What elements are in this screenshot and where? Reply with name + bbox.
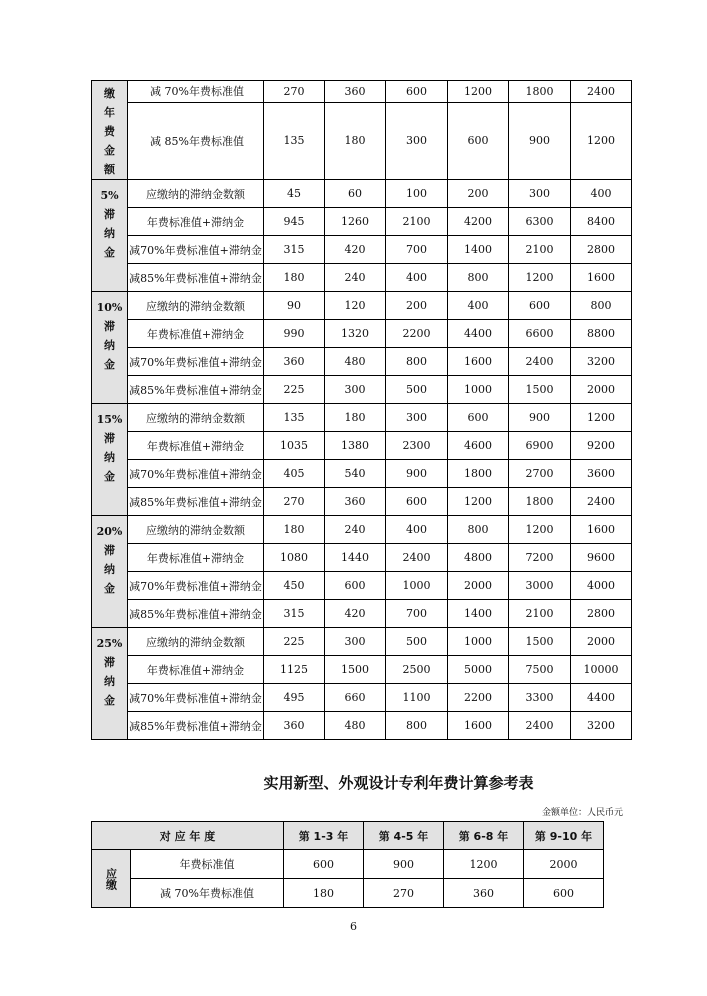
value-cell: 2200 <box>448 684 509 712</box>
value-cell: 8400 <box>571 208 632 236</box>
value-cell: 135 <box>264 102 325 179</box>
value-cell: 9200 <box>571 432 632 460</box>
value-cell: 800 <box>448 516 509 544</box>
table-row <box>92 600 632 628</box>
value-cell: 1600 <box>448 348 509 376</box>
header-cell: 第 6-8 年 <box>444 822 524 850</box>
value-cell: 4000 <box>571 572 632 600</box>
value-cell: 1440 <box>325 544 386 572</box>
value-cell: 600 <box>448 102 509 179</box>
header-cell: 第 9-10 年 <box>524 822 604 850</box>
value-cell: 420 <box>325 600 386 628</box>
late-fee-table <box>91 80 632 740</box>
row-label-cell: 年费标准值+滞纳金 <box>128 208 264 236</box>
row-label-cell: 年费标准值+滞纳金 <box>128 320 264 348</box>
value-cell: 1100 <box>386 684 448 712</box>
row-label-cell: 年费标准值+滞纳金 <box>128 432 264 460</box>
value-cell: 180 <box>284 879 364 908</box>
value-cell: 180 <box>264 516 325 544</box>
value-cell: 700 <box>386 236 448 264</box>
value-cell: 360 <box>264 348 325 376</box>
value-cell: 6300 <box>509 208 571 236</box>
value-cell: 360 <box>264 712 325 740</box>
value-cell: 3600 <box>571 460 632 488</box>
value-cell: 2000 <box>571 628 632 656</box>
value-cell: 4200 <box>448 208 509 236</box>
value-cell: 300 <box>386 404 448 432</box>
value-cell: 240 <box>325 264 386 292</box>
value-cell: 2300 <box>386 432 448 460</box>
group-label-cell: 5% 滞 纳 金 <box>92 180 128 292</box>
row-label-cell: 减70%年费标准值+滞纳金 <box>128 348 264 376</box>
value-cell: 360 <box>325 488 386 516</box>
value-cell: 225 <box>264 376 325 404</box>
value-cell: 600 <box>524 879 604 908</box>
group-label-cell: 25% 滞 纳 金 <box>92 628 128 740</box>
table-row <box>92 236 632 264</box>
value-cell: 1600 <box>571 264 632 292</box>
row-label-cell: 减70%年费标准值+滞纳金 <box>128 572 264 600</box>
table-row <box>92 81 632 103</box>
value-cell: 300 <box>509 180 571 208</box>
value-cell: 2500 <box>386 656 448 684</box>
table-row <box>92 180 632 208</box>
value-cell: 1800 <box>509 488 571 516</box>
value-cell: 1800 <box>448 460 509 488</box>
value-cell: 7500 <box>509 656 571 684</box>
value-cell: 270 <box>364 879 444 908</box>
value-cell: 1035 <box>264 432 325 460</box>
table-row <box>92 102 632 179</box>
table-row <box>92 572 632 600</box>
value-cell: 600 <box>325 572 386 600</box>
value-cell: 60 <box>325 180 386 208</box>
row-label-cell: 减85%年费标准值+滞纳金 <box>128 264 264 292</box>
value-cell: 200 <box>386 292 448 320</box>
table-row <box>92 628 632 656</box>
value-cell: 2000 <box>524 850 604 879</box>
table-row <box>92 376 632 404</box>
table-row <box>92 348 632 376</box>
value-cell: 2400 <box>509 348 571 376</box>
value-cell: 1400 <box>448 600 509 628</box>
table-row <box>92 292 632 320</box>
row-label-cell: 减 85%年费标准值 <box>128 102 264 179</box>
value-cell: 480 <box>325 348 386 376</box>
table-row <box>92 404 632 432</box>
row-label-cell: 减70%年费标准值+滞纳金 <box>128 684 264 712</box>
group-label-cell: 20% 滞 纳 金 <box>92 516 128 628</box>
value-cell: 120 <box>325 292 386 320</box>
table-row <box>92 264 632 292</box>
table-row <box>92 656 632 684</box>
value-cell: 2000 <box>448 572 509 600</box>
value-cell: 900 <box>509 404 571 432</box>
row-label-cell: 减 70%年费标准值 <box>128 81 264 103</box>
value-cell: 2100 <box>386 208 448 236</box>
value-cell: 1800 <box>509 81 571 103</box>
value-cell: 2800 <box>571 236 632 264</box>
value-cell: 1200 <box>571 404 632 432</box>
value-cell: 270 <box>264 81 325 103</box>
value-cell: 990 <box>264 320 325 348</box>
value-cell: 400 <box>386 264 448 292</box>
value-cell: 2700 <box>509 460 571 488</box>
row-label-cell: 应缴纳的滞纳金数额 <box>128 180 264 208</box>
value-cell: 5000 <box>448 656 509 684</box>
value-cell: 300 <box>325 628 386 656</box>
value-cell: 540 <box>325 460 386 488</box>
value-cell: 7200 <box>509 544 571 572</box>
table-row <box>92 488 632 516</box>
value-cell: 4400 <box>448 320 509 348</box>
value-cell: 600 <box>448 404 509 432</box>
value-cell: 180 <box>264 264 325 292</box>
value-cell: 1000 <box>386 572 448 600</box>
row-label-cell: 应缴纳的滞纳金数额 <box>128 516 264 544</box>
value-cell: 3300 <box>509 684 571 712</box>
value-cell: 1600 <box>448 712 509 740</box>
value-cell: 1200 <box>448 488 509 516</box>
table-row <box>92 460 632 488</box>
header-cell: 第 1-3 年 <box>284 822 364 850</box>
value-cell: 660 <box>325 684 386 712</box>
row-label-cell: 年费标准值 <box>131 850 284 879</box>
value-cell: 315 <box>264 600 325 628</box>
value-cell: 1000 <box>448 628 509 656</box>
value-cell: 600 <box>386 488 448 516</box>
value-cell: 1125 <box>264 656 325 684</box>
value-cell: 400 <box>571 180 632 208</box>
value-cell: 2100 <box>509 600 571 628</box>
table-row <box>92 712 632 740</box>
value-cell: 6900 <box>509 432 571 460</box>
value-cell: 1500 <box>509 376 571 404</box>
value-cell: 1600 <box>571 516 632 544</box>
table-row <box>92 544 632 572</box>
currency-unit-note: 金额单位：人民币元 <box>541 808 623 818</box>
value-cell: 2400 <box>571 488 632 516</box>
value-cell: 800 <box>448 264 509 292</box>
value-cell: 3200 <box>571 348 632 376</box>
value-cell: 4600 <box>448 432 509 460</box>
value-cell: 225 <box>264 628 325 656</box>
value-cell: 1200 <box>444 850 524 879</box>
value-cell: 2400 <box>571 81 632 103</box>
table-row <box>92 516 632 544</box>
value-cell: 200 <box>448 180 509 208</box>
group-label-cell: 10% 滞 纳 金 <box>92 292 128 404</box>
value-cell: 3000 <box>509 572 571 600</box>
value-cell: 90 <box>264 292 325 320</box>
value-cell: 180 <box>325 404 386 432</box>
value-cell: 8800 <box>571 320 632 348</box>
row-label-cell: 减85%年费标准值+滞纳金 <box>128 488 264 516</box>
table-row <box>92 432 632 460</box>
value-cell: 2400 <box>509 712 571 740</box>
value-cell: 800 <box>386 712 448 740</box>
value-cell: 1380 <box>325 432 386 460</box>
table-header-row <box>92 822 604 850</box>
row-label-cell: 应缴纳的滞纳金数额 <box>128 404 264 432</box>
value-cell: 900 <box>364 850 444 879</box>
value-cell: 9600 <box>571 544 632 572</box>
value-cell: 2400 <box>386 544 448 572</box>
value-cell: 500 <box>386 376 448 404</box>
header-cell-year: 对 应 年 度 <box>92 822 284 850</box>
value-cell: 400 <box>448 292 509 320</box>
value-cell: 45 <box>264 180 325 208</box>
group-label-cell: 缴 年 费 金 额 <box>92 81 128 180</box>
value-cell: 495 <box>264 684 325 712</box>
value-cell: 2800 <box>571 600 632 628</box>
group-label-cell: 15% 滞 纳 金 <box>92 404 128 516</box>
value-cell: 800 <box>386 348 448 376</box>
value-cell: 1200 <box>448 81 509 103</box>
value-cell: 6600 <box>509 320 571 348</box>
value-cell: 4800 <box>448 544 509 572</box>
value-cell: 1200 <box>571 102 632 179</box>
value-cell: 900 <box>386 460 448 488</box>
value-cell: 450 <box>264 572 325 600</box>
page-number: 6 <box>350 920 357 933</box>
value-cell: 3200 <box>571 712 632 740</box>
value-cell: 420 <box>325 236 386 264</box>
value-cell: 180 <box>325 102 386 179</box>
value-cell: 2100 <box>509 236 571 264</box>
value-cell: 900 <box>509 102 571 179</box>
row-label-cell: 减70%年费标准值+滞纳金 <box>128 460 264 488</box>
value-cell: 2200 <box>386 320 448 348</box>
value-cell: 600 <box>284 850 364 879</box>
row-label-cell: 减85%年费标准值+滞纳金 <box>128 600 264 628</box>
row-label-cell: 应缴纳的滞纳金数额 <box>128 628 264 656</box>
group-label-cell: 应缴 <box>92 850 131 908</box>
value-cell: 300 <box>325 376 386 404</box>
value-cell: 480 <box>325 712 386 740</box>
value-cell: 270 <box>264 488 325 516</box>
value-cell: 240 <box>325 516 386 544</box>
value-cell: 1500 <box>509 628 571 656</box>
row-label-cell: 减85%年费标准值+滞纳金 <box>128 376 264 404</box>
value-cell: 945 <box>264 208 325 236</box>
value-cell: 1200 <box>509 516 571 544</box>
value-cell: 1400 <box>448 236 509 264</box>
value-cell: 1260 <box>325 208 386 236</box>
row-label-cell: 应缴纳的滞纳金数额 <box>128 292 264 320</box>
value-cell: 600 <box>509 292 571 320</box>
table-row <box>92 879 604 908</box>
value-cell: 10000 <box>571 656 632 684</box>
value-cell: 2000 <box>571 376 632 404</box>
section-title: 实用新型、外观设计专利年费计算参考表 <box>263 774 534 792</box>
value-cell: 700 <box>386 600 448 628</box>
value-cell: 4400 <box>571 684 632 712</box>
header-cell: 第 4-5 年 <box>364 822 444 850</box>
value-cell: 1080 <box>264 544 325 572</box>
value-cell: 800 <box>571 292 632 320</box>
row-label-cell: 减 70%年费标准值 <box>131 879 284 908</box>
table-row <box>92 208 632 236</box>
value-cell: 1320 <box>325 320 386 348</box>
value-cell: 600 <box>386 81 448 103</box>
value-cell: 360 <box>325 81 386 103</box>
value-cell: 1000 <box>448 376 509 404</box>
value-cell: 500 <box>386 628 448 656</box>
value-cell: 300 <box>386 102 448 179</box>
value-cell: 400 <box>386 516 448 544</box>
value-cell: 405 <box>264 460 325 488</box>
value-cell: 100 <box>386 180 448 208</box>
value-cell: 315 <box>264 236 325 264</box>
row-label-cell: 减70%年费标准值+滞纳金 <box>128 236 264 264</box>
table-row <box>92 320 632 348</box>
table-row <box>92 850 604 879</box>
reference-fee-table <box>91 821 604 908</box>
row-label-cell: 减85%年费标准值+滞纳金 <box>128 712 264 740</box>
value-cell: 1500 <box>325 656 386 684</box>
row-label-cell: 年费标准值+滞纳金 <box>128 656 264 684</box>
value-cell: 360 <box>444 879 524 908</box>
table-row <box>92 684 632 712</box>
row-label-cell: 年费标准值+滞纳金 <box>128 544 264 572</box>
value-cell: 135 <box>264 404 325 432</box>
value-cell: 1200 <box>509 264 571 292</box>
